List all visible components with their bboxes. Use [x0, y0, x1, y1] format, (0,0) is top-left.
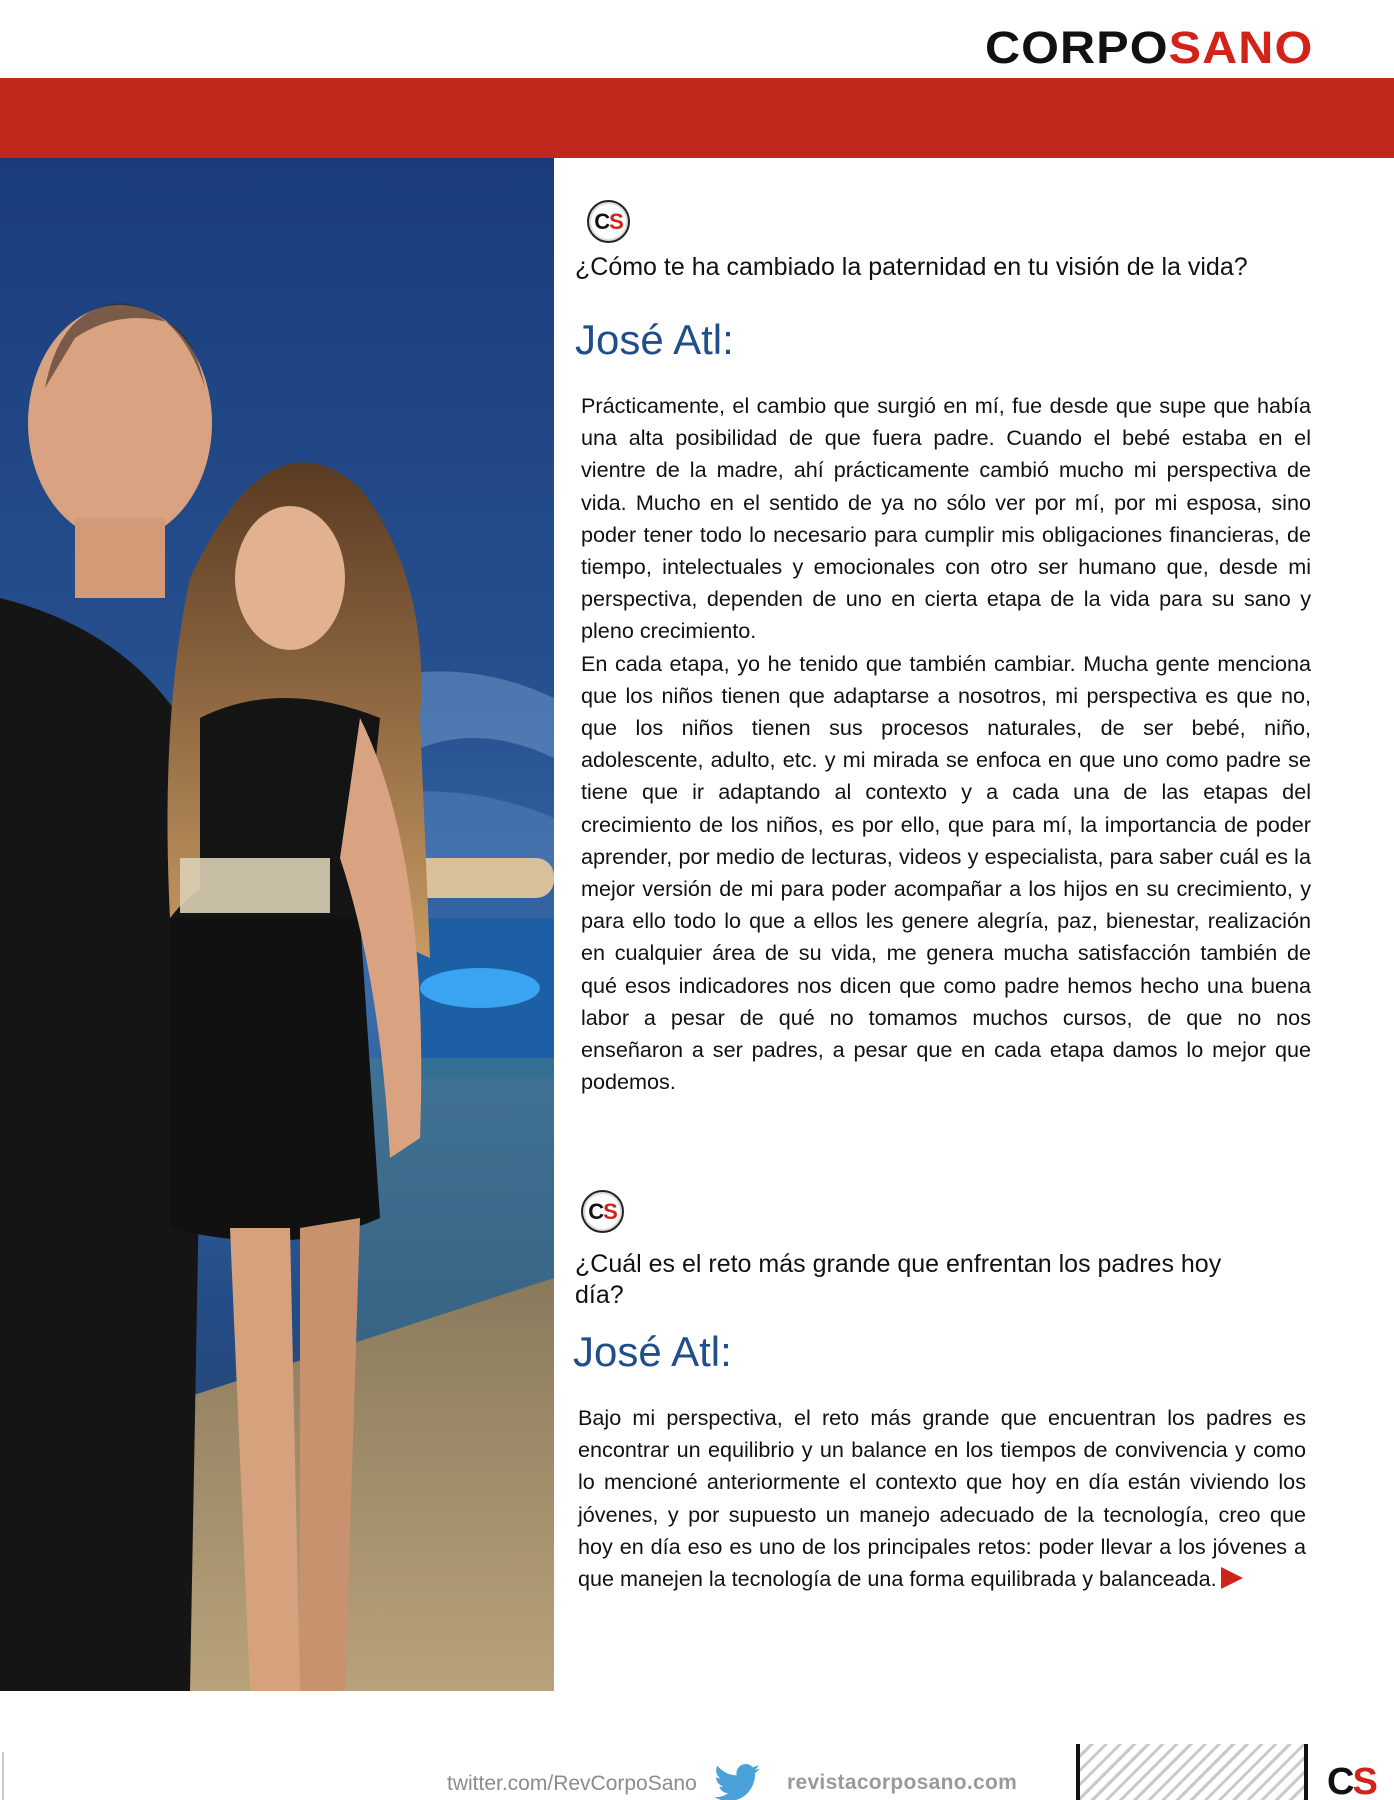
end-of-article-arrow-icon: [1221, 1567, 1243, 1589]
speaker-name-1: José Atl:: [575, 316, 734, 363]
cs-logo-icon: C S: [587, 200, 630, 243]
badge-row-1: [587, 200, 630, 243]
masthead: [0, 0, 1394, 78]
page-footer: [0, 1740, 1394, 1800]
footer-divider: [2, 1752, 4, 1800]
featured-photo: [0, 158, 554, 1691]
answer-1-paragraph-2: En cada etapa, yo he tenido que también cambiar. Mucha gente menciona que los niños tienen que adaptarse a nosotros, mi perspectiva es que no, que los niños tienen sus procesos naturales, de ser bebé, niño, adolescente, adulto, etc. y mi mirada se enfoca en que uno como padre se tiene que ir adaptando al contexto y a cada una de las etapas del crecimiento de los niños, es por ello, que para mí, la importancia de poder aprender, por medio de lecturas, videos y especialista, para saber cuál es la mejor versión de mi para poder acompañar a los hijos en su crecimiento, y para ello todo lo que a ellos les genere alegría, paz, bienestar, realización en cualquier área de su vida, me genera mucha satisfacción también de qué esos indicadores nos dicen que como padre hemos hecho una buena labor a pesar de qué no tomamos muchos cursos, de que no nos enseñaron a ser padres, a pesar que en cada etapa damos lo mejor que podemos.: [581, 650, 1311, 1095]
question-1: ¿Cómo te ha cambiado la paternidad en tu visión de la vida?: [575, 253, 1248, 281]
header-red-band: [0, 78, 1394, 158]
brand-logo[interactable]: [985, 24, 1313, 72]
answer-1-paragraph-1: Prácticamente, el cambio que surgió en mí, fue desde que supe que había una alta posibilidad de que fuera padre. Cuando el bebé estaba en el vientre de la madre, ahí prácticamente cambió mucho mi perspectiva de vida. Mucho en el sentido de ya no sólo ver por mí, por mi esposa, sino poder tener todo lo necesario para cumplir mis obligaciones financieras, de tiempo, intelectuales y emocionales con otro ser humano que, desde mi perspectiva, dependen de uno en cierta etapa de la vida para su sano y pleno crecimiento.: [581, 393, 1311, 644]
question-2: ¿Cuál es el reto más grande que enfrentan los padres hoy día?: [575, 1250, 1222, 1309]
twitter-bird-icon[interactable]: [714, 1764, 760, 1800]
brand-part-corpo: CORPO: [985, 22, 1169, 73]
footer-stripe-pattern: [1076, 1744, 1308, 1800]
badge-row-2: [581, 1190, 624, 1233]
speaker-name-2: José Atl:: [573, 1328, 732, 1375]
footer-cs-logo: CS: [1327, 1761, 1376, 1800]
answer-1: [581, 390, 1311, 1098]
website-link[interactable]: revistacorposano.com: [787, 1771, 1018, 1794]
photo-illustration: [0, 158, 554, 1691]
answer-2: [578, 1402, 1306, 1595]
answer-2-paragraph-1: Bajo mi perspectiva, el reto más grande que encuentran los padres es encontrar un equilibrio y un balance en los tiempos de convivencia y como lo mencioné anteriormente el contexto que hoy en día están viviendo los jóvenes, y por supuesto un manejo adecuado de la tecnología, creo que hoy en día eso es uno de los principales retos: poder llevar a los jóvenes a que manejen la tecnología de una forma equilibrada y balanceada.: [578, 1405, 1306, 1592]
cs-logo-icon: C S: [581, 1190, 624, 1233]
brand-part-sano: SANO: [1168, 22, 1314, 73]
twitter-link[interactable]: twitter.com/RevCorpoSano: [447, 1772, 697, 1795]
